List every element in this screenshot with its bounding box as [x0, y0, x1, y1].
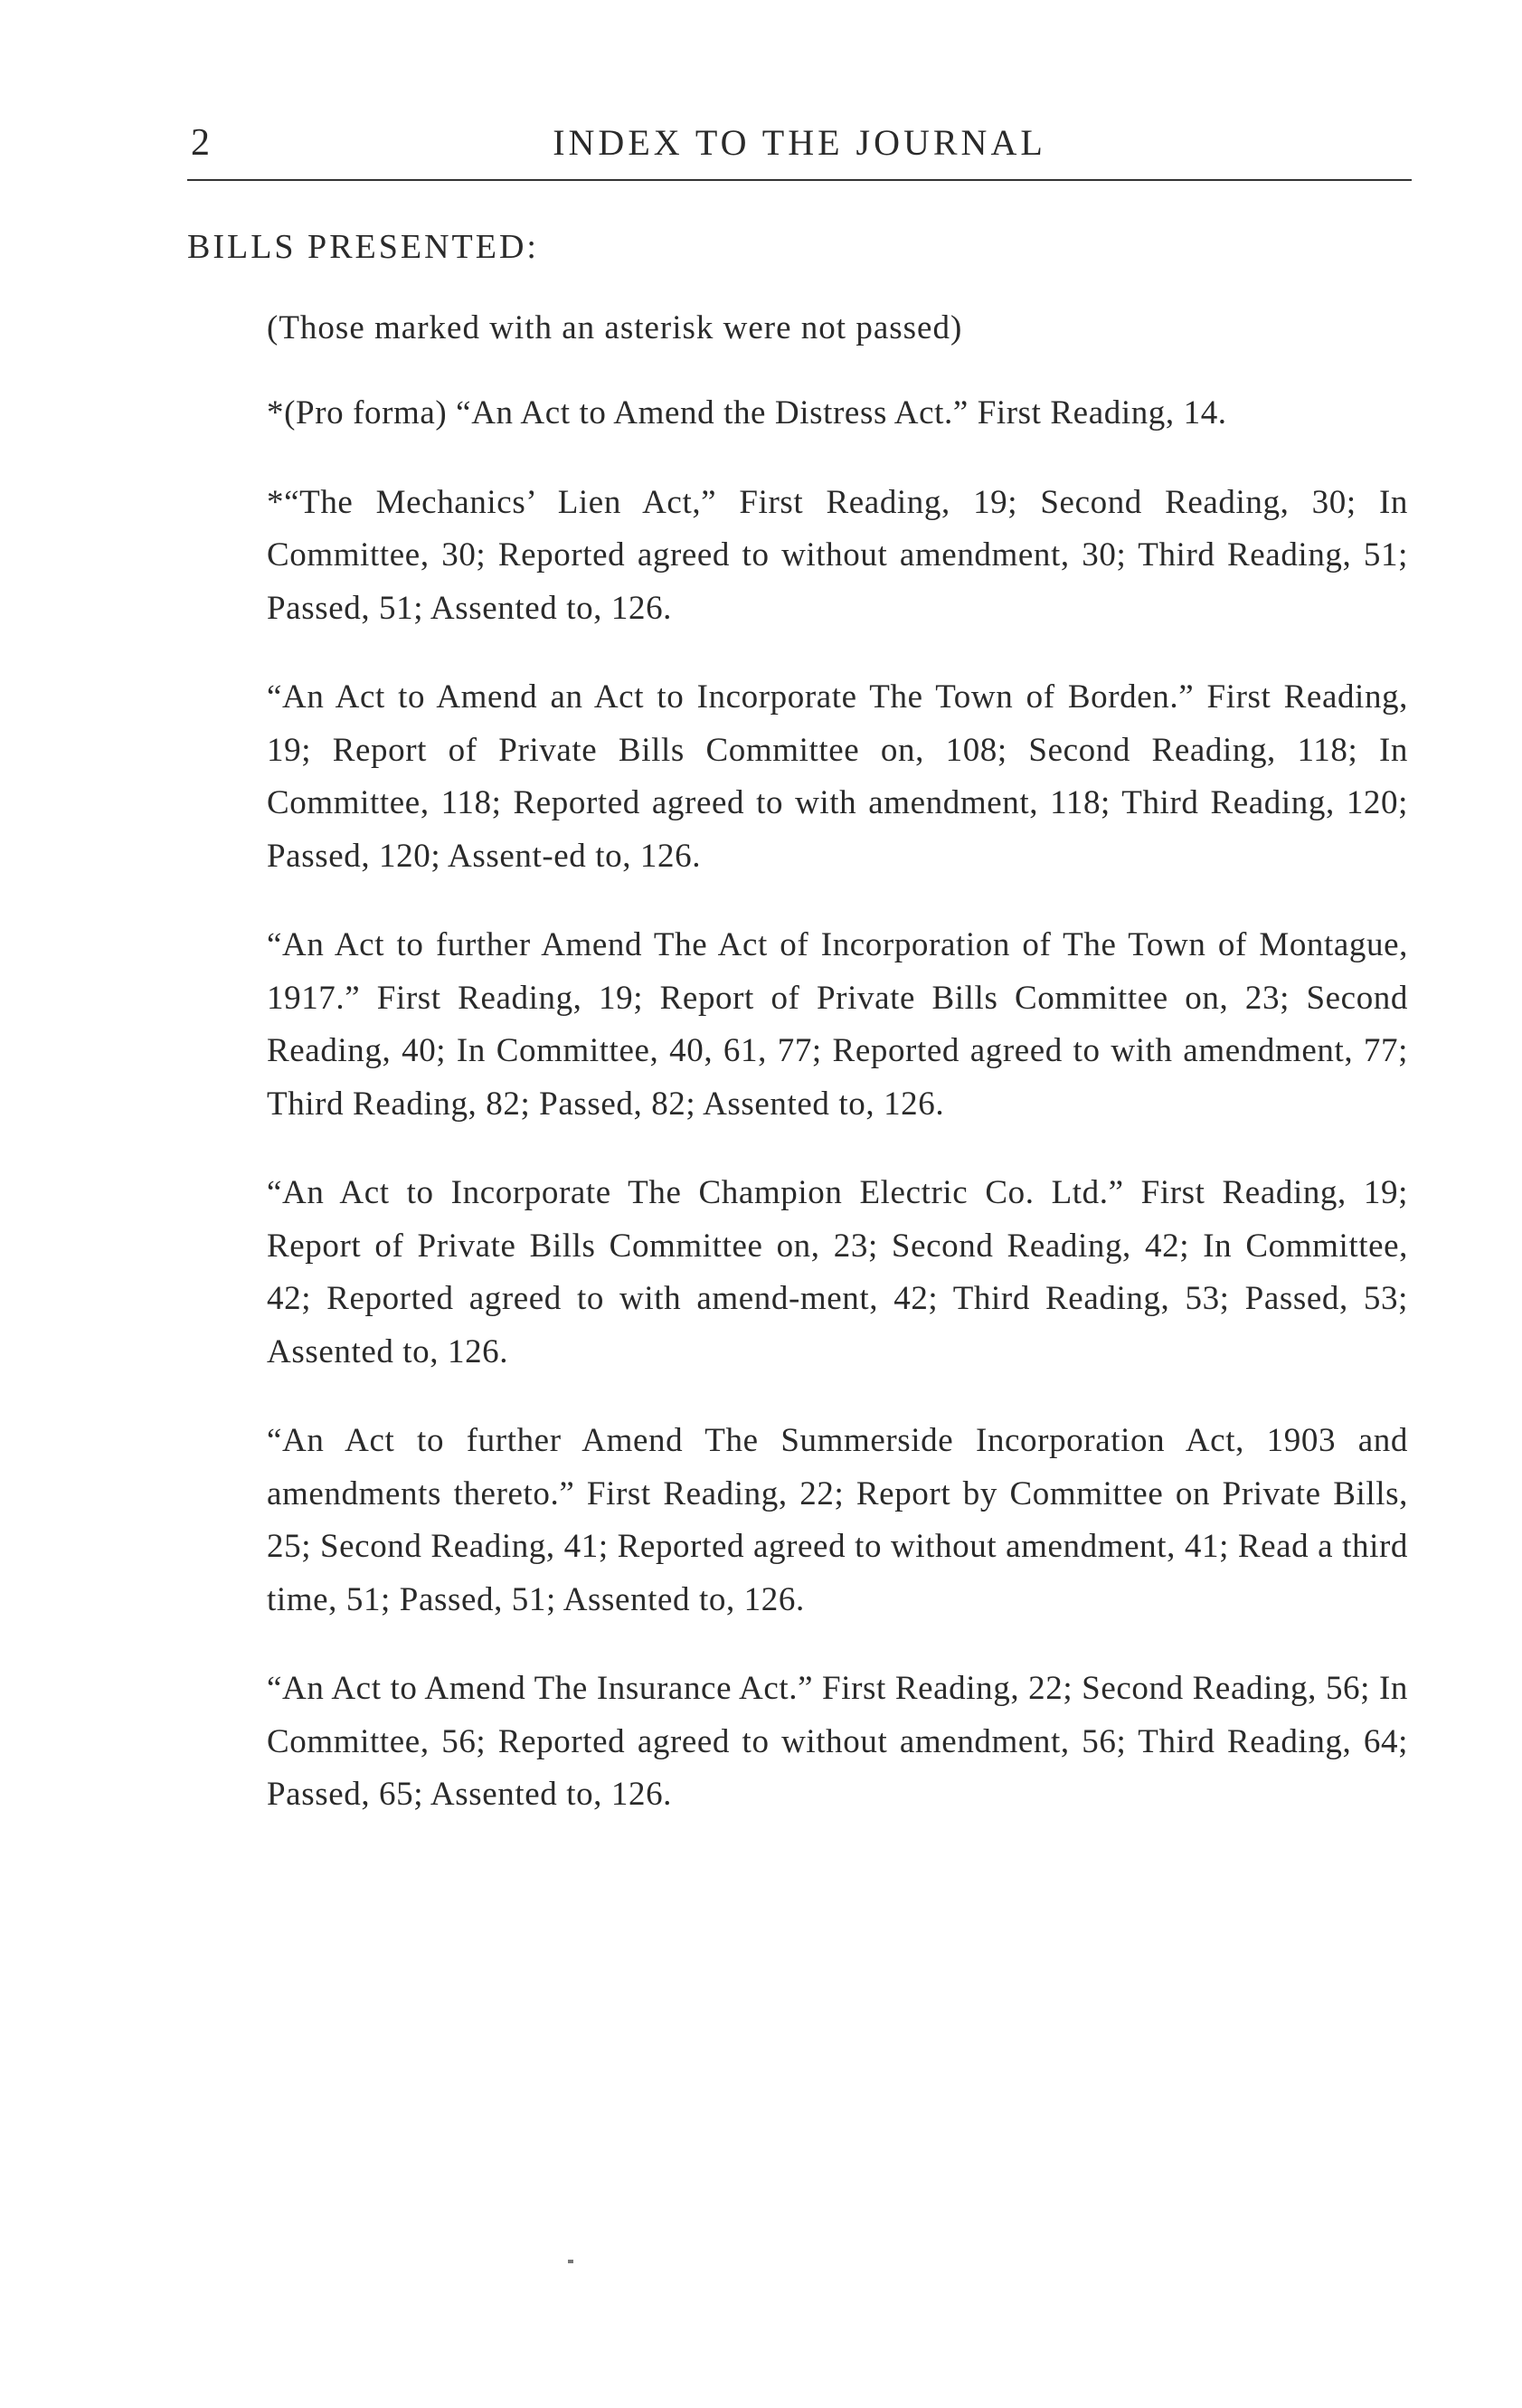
bill-entry: *“The Mechanics’ Lien Act,” First Reading, 19; Second Reading, 30; In Committee, 30; Reported agreed to without amendment, 30; Third Reading, 51; Passed, 51; Assented to, 126.: [267, 483, 1408, 627]
bill-entry: “An Act to further Amend The Summerside Incorporation Act, 1903 and amendments thereto.” First Reading, 22; Report by Committee on Private Bills, 25; Second Reading, 41; Reported agreed to without amendment, 41; Read a third time, 51; Passed, 51; Assented to, 126.: [267, 1422, 1408, 1618]
page-number: 2: [191, 122, 211, 164]
bill-entry: *(Pro forma) “An Act to Amend the Distress Act.” First Reading, 14.: [267, 394, 1227, 431]
bill-entry: “An Act to Incorporate The Champion Electric Co. Ltd.” First Reading, 19; Report of Private Bills Committee on, 23; Second Reading, 42; In Committee, 42; Reported agreed to with amend-ment, 42; Third Reading, 53; Passed, 53; Assented to, 126.: [267, 1174, 1408, 1370]
section-heading: BILLS PRESENTED:: [187, 228, 539, 266]
bill-entries: [267, 306, 1408, 1858]
bill-entry: “An Act to further Amend The Act of Incorporation of The Town of Montague, 1917.” First Reading, 19; Report of Private Bills Committee on, 23; Second Reading, 40; In Committee, 40, 61, 77; Reported agreed to with amendment, 77; Third Reading, 82; Passed, 82; Assented to, 126.: [267, 926, 1408, 1123]
bill-entry: “An Act to Amend The Insurance Act.” First Reading, 22; Second Reading, 56; In Committee, 56; Reported agreed to without amendment, 56; Third Reading, 64; Passed, 65; Assented to, 126.: [267, 1670, 1408, 1813]
running-head: INDEX TO THE JOURNAL: [553, 122, 1046, 163]
page-header: [187, 116, 1412, 170]
header-rule: [187, 179, 1412, 181]
bill-entry: “An Act to Amend an Act to Incorporate The Town of Borden.” First Reading, 19; Report of Private Bills Committee on, 108; Second Reading, 118; In Committee, 118; Reported agreed to with amendment, 118; Third Reading, 120; Passed, 120; Assent-ed to, 126.: [267, 678, 1408, 875]
asterisk-note: (Those marked with an asterisk were not passed): [267, 309, 963, 346]
stray-ink-mark: [568, 2260, 573, 2263]
